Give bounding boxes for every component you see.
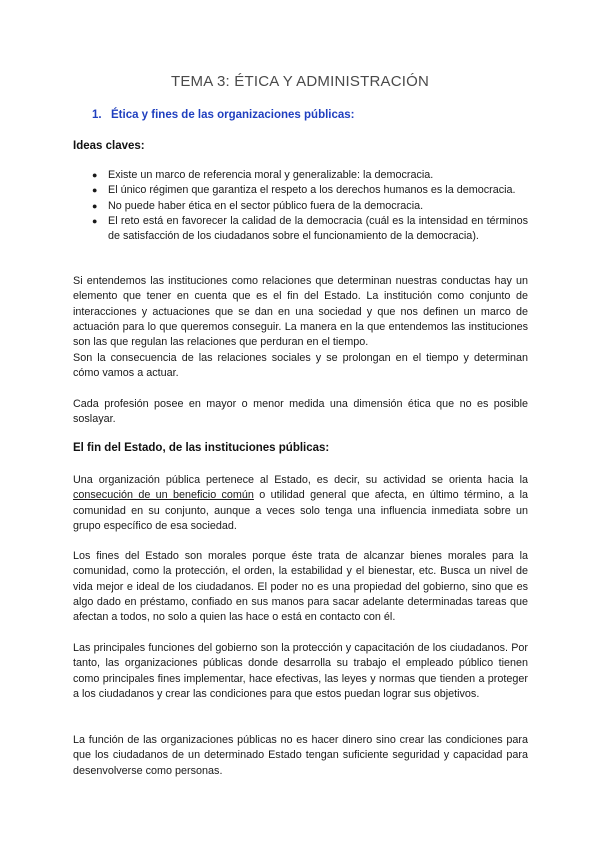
underlined-phrase: consecución de un beneficio común	[73, 489, 254, 502]
bullet-icon: ●	[92, 215, 98, 226]
paragraph-fines-estado: Los fines del Estado son morales porque éste trata de alcanzar bienes morales para la comunidad, como la protección, el orden, la estabilidad y el bienestar, etc. Busca un nivel de vida mejor e ideal de los ciudadanos. El poder no es una propiedad del gobierno, sino que es algo dado en préstamo, confiado en sus manos para sacar adelante determinadas tareas que afectan a todos, no solo a quien las hace o está en contacto con él.	[73, 550, 528, 624]
list-item: ● Existe un marco de referencia moral y generalizable: la democracia.	[92, 168, 528, 183]
paragraph-profesion: Cada profesión posee en mayor o menor medida una dimensión ética que no es posible soslayar.	[73, 398, 528, 426]
section-heading-text: Ética y fines de las organizaciones públicas:	[111, 109, 355, 121]
list-item: ● El reto está en favorecer la calidad de la democracia (cuál es la intensidad en términos de satisfacción de los ciudadanos sobre el funcionamiento de la democracia).	[92, 214, 528, 243]
ideas-heading: Ideas claves:	[73, 140, 145, 152]
paragraph-funciones-gobierno: Las principales funciones del gobierno son la protección y capacitación de los ciudadanos. Por tanto, las organizaciones públicas donde desarrolla su trabajo el empleado público tienen como principales fines implementar, hace efectivas, las leyes y normas que tienden a proteger a los ciudadanos y crear las condiciones para que estos puedan lograr sus objetivos.	[73, 642, 528, 700]
paragraph-instituciones: Si entendemos las instituciones como relaciones que determinan nuestras conductas hay un elemento que tener en cuenta que es el fin del Estado. La institución como conjunto de interacciones y actuaciones que se dan en una sociedad y que nos definen un marco de actuación para lo que queremos conseguir. La manera en la que entendemos las instituciones son las que regulan las relaciones que perduran en el tiempo.	[73, 275, 528, 349]
fin-estado-heading: El fin del Estado, de las instituciones públicas:	[73, 442, 330, 454]
ideas-list	[92, 168, 528, 244]
section-number: 1.	[92, 109, 102, 121]
list-item: ● El único régimen que garantiza el respeto a los derechos humanos es la democracia.	[92, 183, 528, 198]
document-title: TEMA 3: ÉTICA Y ADMINISTRACIÓN	[170, 73, 429, 90]
bullet-icon: ●	[92, 185, 98, 196]
section-heading	[92, 109, 355, 121]
list-item: ● No puede haber ética en el sector público fuera de la democracia.	[92, 199, 528, 214]
bullet-icon: ●	[92, 200, 98, 211]
bullet-icon: ●	[92, 170, 98, 180]
paragraph-consecuencia: Son la consecuencia de las relaciones sociales y se prolongan en el tiempo y determinan cómo vamos a actuar.	[73, 352, 528, 380]
paragraph-funcion-organizaciones: La función de las organizaciones públicas no es hacer dinero sino crear las condiciones para que los ciudadanos de un determinado Estado tengan suficiente seguridad y capacidad para desenvolverse como personas.	[73, 734, 528, 777]
paragraph-organizacion-publica: Una organización pública pertenece al Estado, es decir, su actividad se orienta hacia la consecución de un beneficio común o utilidad general que afecta, en último término, a la comunidad en su conjunto, aunque a veces solo tenga una influencia inmediata sobre un grupo específico de esa sociedad.	[73, 474, 528, 532]
